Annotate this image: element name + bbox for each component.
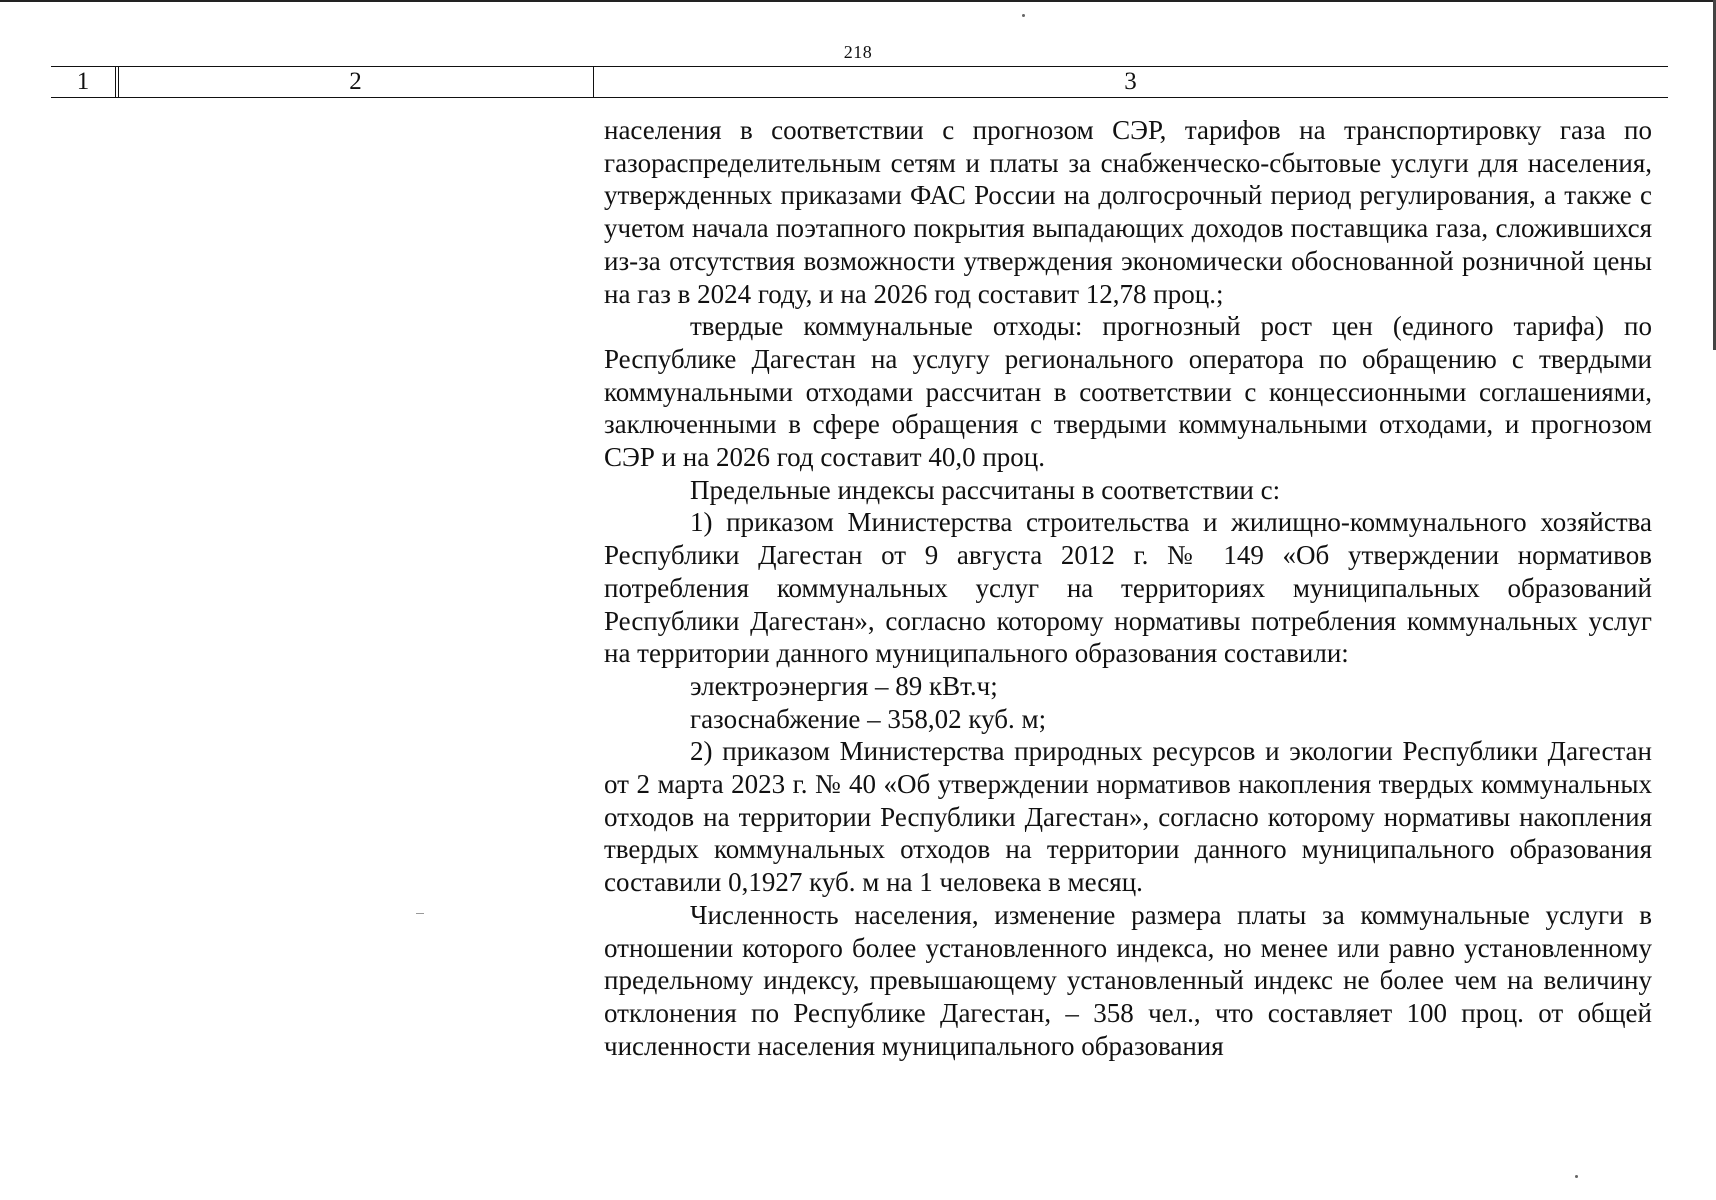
scan-speck	[416, 913, 424, 914]
paragraph-order-1: 1) приказом Министерства строительства и жилищно-коммунального хозяйства Республики Дагестан от 9 августа 2012 г. № 149 «Об утверждении нормативов потребления коммунальных услуг на территориях муниципальных образований Республики Дагестан», согласно которому нормативы потребления коммунальных услуг на территории данного муниципального образования составили:	[604, 507, 1652, 669]
paragraph-gas-supply: газоснабжение – 358,02 куб. м;	[690, 703, 1047, 734]
paragraph-indices-intro: Предельные индексы рассчитаны в соответствии с:	[690, 474, 1281, 505]
column-number-3: 3	[1124, 68, 1137, 95]
paragraph-order-2: 2) приказом Министерства природных ресурсов и экологии Республики Дагестан от 2 марта 2023 г. № 40 «Об утверждении нормативов накопления твердых коммунальных отходов на территории Республики Дагестан», согласно которому нормативы накопления твердых коммунальных отходов на территории данного муниципального образования составили 0,1927 куб. м на 1 человека в месяц.	[604, 736, 1652, 898]
paragraph-electricity: электроэнергия – 89 кВт.ч;	[690, 670, 998, 701]
paragraph-gas-continuation: населения в соответствии с прогнозом СЭР, тарифов на транспортировку газа по газораспределительным сетям и платы за снабженческо-сбытовые услуги для населения, утвержденных приказами ФАС России на долгосрочный период регулирования, а также с учетом начала поэтапного покрытия выпадающих доходов поставщика газа, сложившихся из-за отсутствия возможности утверждения экономически обоснованной розничной цены на газ в 2024 году, и на 2026 год составит 12,78 проц.;	[604, 115, 1652, 309]
table-header-row	[51, 66, 1668, 98]
column-number-1: 1	[76, 68, 90, 95]
page-number: 218	[843, 42, 873, 62]
scan-edge-top	[0, 0, 1716, 2]
scan-speck	[1575, 1175, 1578, 1178]
column-separator	[115, 67, 116, 97]
document-body	[604, 114, 1652, 1062]
column-number-2: 2	[349, 68, 362, 95]
paragraph-population: Численность населения, изменение размера платы за коммунальные услуги в отношении которого более установленного индекса, но менее или равно установленному предельному индексу, превышающему установленный индекс не более чем на величину отклонения по Республике Дагестан, – 358 чел., что составляет 100 проц. от общей численности населения муниципального образования	[604, 899, 1652, 1061]
paragraph-solid-waste: твердые коммунальные отходы: прогнозный рост цен (единого тарифа) по Республике Дагестан на услугу регионального оператора по обращению с твердыми коммунальными отходами рассчитан в соответствии с концессионными соглашениями, заключенными в сфере обращения с твердыми коммунальными отходами, и прогнозом СЭР и на 2026 год составит 40,0 проц.	[604, 311, 1652, 473]
scan-speck	[1022, 14, 1025, 17]
